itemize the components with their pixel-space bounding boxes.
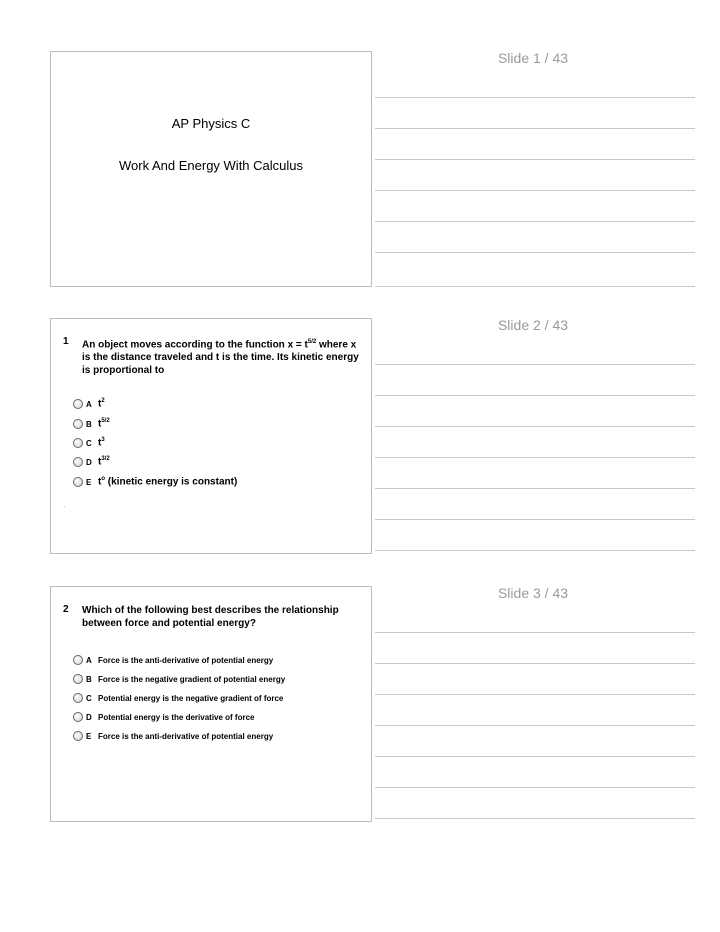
radio-button[interactable] (73, 438, 83, 448)
slide-1-thumbnail (50, 51, 372, 287)
answer-option-e[interactable] (73, 475, 237, 489)
radio-button[interactable] (73, 655, 83, 665)
radio-button[interactable] (73, 477, 83, 487)
question-text (82, 336, 362, 377)
note-line (375, 97, 695, 98)
slide-1-subtitle: Work And Energy With Calculus (119, 158, 303, 173)
radio-button[interactable] (73, 674, 83, 684)
slide-1-label: Slide 1 / 43 (497, 50, 569, 66)
note-line (375, 252, 695, 253)
option-text: Force is the anti-derivative of potential energy (98, 655, 274, 665)
answer-option-d[interactable] (73, 455, 110, 469)
option-letter: D (86, 712, 92, 722)
note-line (375, 725, 695, 726)
note-line (375, 488, 695, 489)
note-line (375, 787, 695, 788)
note-line (375, 818, 695, 819)
option-text: Potential energy is the derivative of force (98, 712, 255, 722)
question-exponent: 5/2 (307, 339, 317, 345)
question-text-part-1: An object moves according to the function x = t (82, 339, 308, 351)
option-letter: A (86, 655, 92, 665)
note-line (375, 128, 695, 129)
option-letter: B (86, 419, 92, 429)
option-text: $t^2$ (98, 398, 105, 410)
option-letter: C (86, 438, 92, 448)
note-line (375, 519, 695, 520)
option-letter: C (86, 693, 92, 703)
option-text: Potential energy is the negative gradient of force (98, 693, 284, 703)
option-text: $t^o$ (kinetic energy is constant) (98, 476, 238, 488)
radio-button[interactable] (73, 399, 83, 409)
note-line (375, 426, 695, 427)
note-line (375, 190, 695, 191)
option-letter: E (86, 731, 92, 741)
option-text: $t^{5/2}$ (98, 418, 110, 430)
radio-button[interactable] (73, 693, 83, 703)
slide-2-thumbnail (50, 318, 372, 554)
option-text: $t^3$ (98, 437, 105, 449)
question-number: 2 (63, 604, 69, 615)
slide-3-thumbnail (50, 586, 372, 822)
note-line (375, 221, 695, 222)
note-line (375, 756, 695, 757)
slide-1-title: AP Physics C (171, 116, 251, 131)
slide-2-label: Slide 2 / 43 (497, 317, 569, 333)
option-text: Force is the anti-derivative of potential energy (98, 731, 274, 741)
question-text-part-2: where x is the distance traveled and t is the time. Its kinetic energy is proportional to (82, 339, 359, 377)
answer-option-a[interactable] (73, 397, 105, 411)
option-letter: B (86, 674, 92, 684)
answer-option-b[interactable] (73, 672, 285, 686)
note-line (375, 457, 695, 458)
radio-button[interactable] (73, 712, 83, 722)
answer-option-e[interactable] (73, 729, 273, 743)
question-number: 1 (63, 336, 69, 347)
note-line (375, 286, 695, 287)
radio-button[interactable] (73, 419, 83, 429)
option-text: $t^{3/2}$ (98, 456, 110, 468)
answer-option-b[interactable] (73, 417, 110, 431)
note-line (375, 694, 695, 695)
radio-button[interactable] (73, 457, 83, 467)
footnote-mark: ' (64, 506, 65, 512)
option-letter: D (86, 457, 92, 467)
note-line (375, 632, 695, 633)
option-letter: E (86, 477, 92, 487)
note-line (375, 550, 695, 551)
answer-option-a[interactable] (73, 653, 273, 667)
note-line (375, 395, 695, 396)
answer-option-c[interactable] (73, 436, 105, 450)
question-text: Which of the following best describes the relationship between force and potential energy? (82, 605, 339, 629)
option-letter: A (86, 399, 92, 409)
slide-3-label: Slide 3 / 43 (497, 585, 569, 601)
note-line (375, 663, 695, 664)
option-text: Force is the negative gradient of potential energy (98, 674, 286, 684)
answer-option-c[interactable] (73, 691, 283, 705)
note-line (375, 159, 695, 160)
answer-option-d[interactable] (73, 710, 255, 724)
note-line (375, 364, 695, 365)
radio-button[interactable] (73, 731, 83, 741)
